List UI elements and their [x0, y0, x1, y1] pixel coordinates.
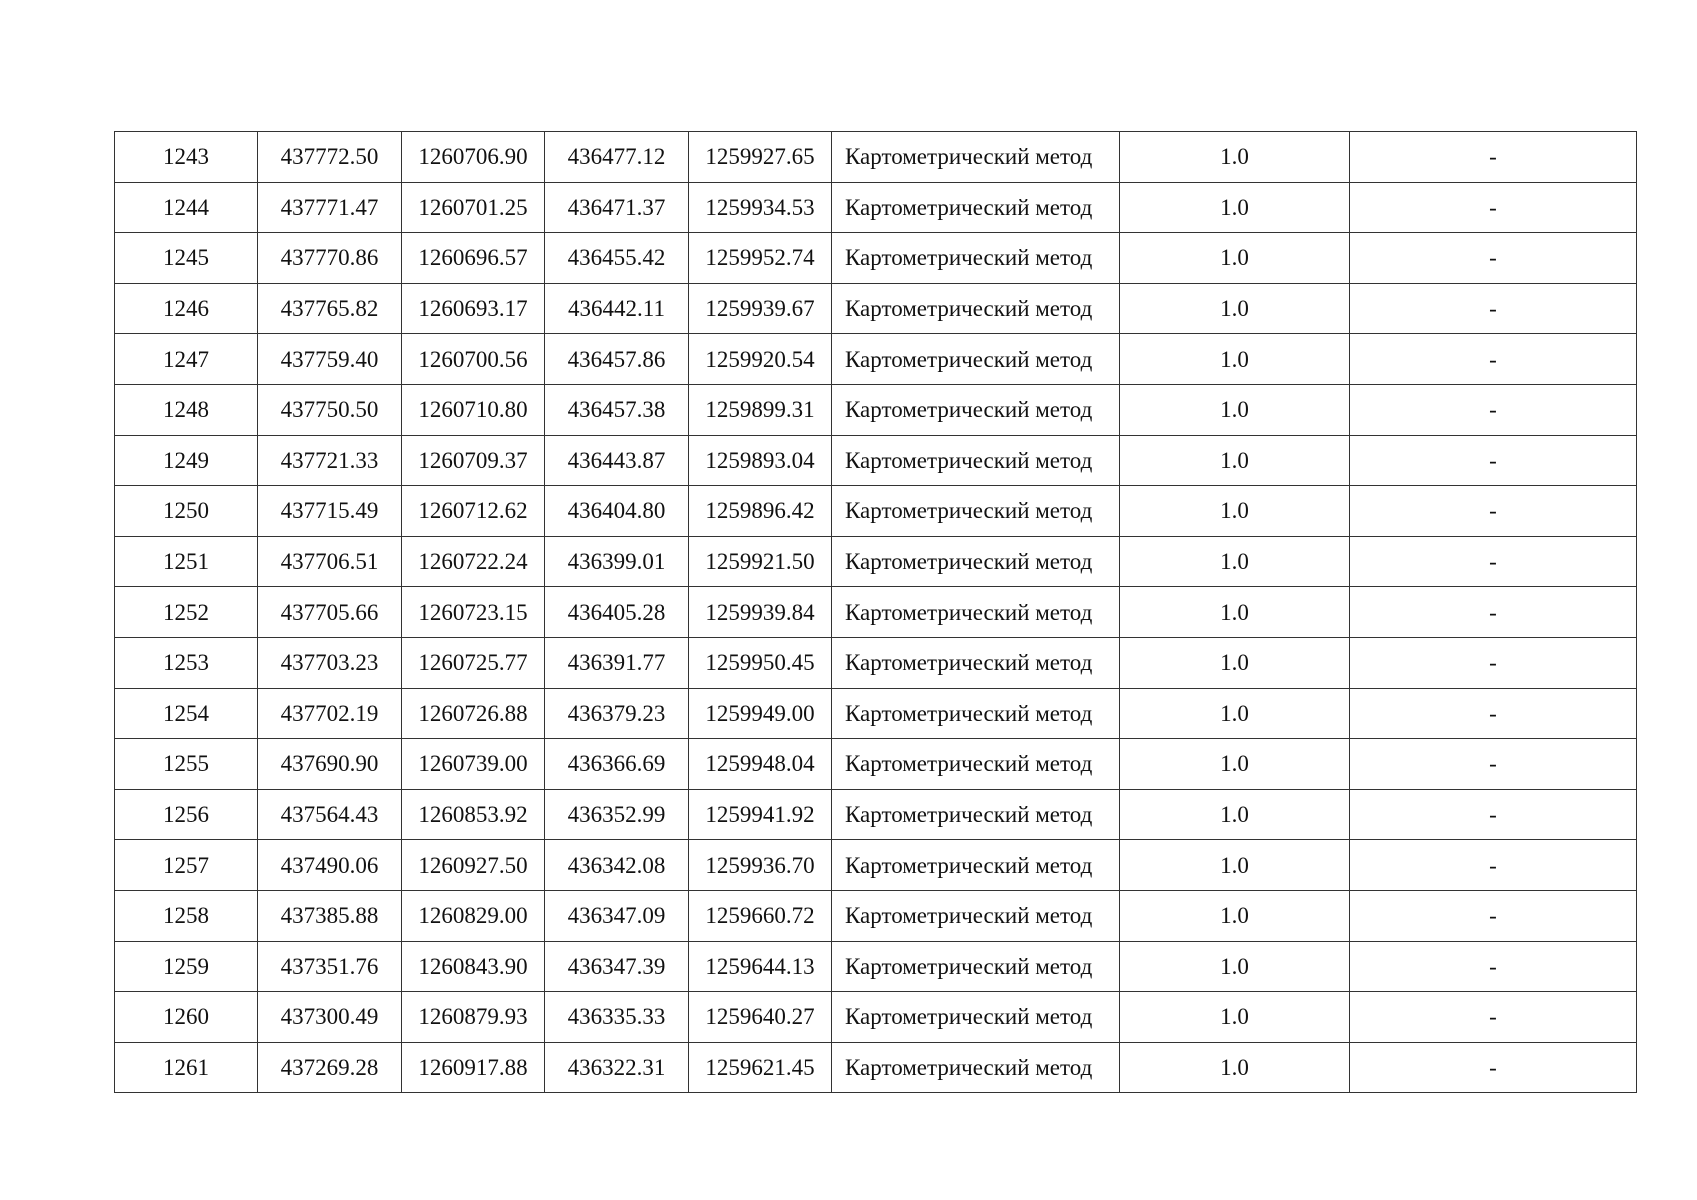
x-coordinate-alt-cell: 436443.87 — [545, 435, 689, 486]
point-number-cell: 1249 — [115, 435, 258, 486]
method-cell: Картометрический метод — [832, 890, 1120, 941]
coordinates-table — [114, 131, 1637, 1093]
point-number-cell: 1248 — [115, 384, 258, 435]
y-coordinate-alt-cell: 1259950.45 — [689, 637, 832, 688]
point-number-cell: 1259 — [115, 941, 258, 992]
y-coordinate-alt-cell: 1259939.67 — [689, 283, 832, 334]
accuracy-cell: 1.0 — [1120, 283, 1350, 334]
accuracy-cell: 1.0 — [1120, 941, 1350, 992]
x-coordinate-alt-cell: 436342.08 — [545, 840, 689, 891]
method-cell: Картометрический метод — [832, 840, 1120, 891]
note-cell: - — [1350, 233, 1637, 284]
note-cell: - — [1350, 637, 1637, 688]
accuracy-cell: 1.0 — [1120, 890, 1350, 941]
x-coordinate-cell: 437690.90 — [258, 739, 402, 790]
table-row — [115, 233, 1637, 284]
x-coordinate-cell: 437385.88 — [258, 890, 402, 941]
note-cell: - — [1350, 435, 1637, 486]
y-coordinate-cell: 1260706.90 — [402, 132, 545, 183]
method-cell: Картометрический метод — [832, 486, 1120, 537]
x-coordinate-alt-cell: 436457.38 — [545, 384, 689, 435]
point-number-cell: 1252 — [115, 587, 258, 638]
x-coordinate-cell: 437770.86 — [258, 233, 402, 284]
note-cell: - — [1350, 536, 1637, 587]
y-coordinate-alt-cell: 1259941.92 — [689, 789, 832, 840]
accuracy-cell: 1.0 — [1120, 536, 1350, 587]
method-cell: Картометрический метод — [832, 941, 1120, 992]
point-number-cell: 1250 — [115, 486, 258, 537]
accuracy-cell: 1.0 — [1120, 233, 1350, 284]
x-coordinate-cell: 437351.76 — [258, 941, 402, 992]
accuracy-cell: 1.0 — [1120, 435, 1350, 486]
table-row — [115, 941, 1637, 992]
x-coordinate-alt-cell: 436379.23 — [545, 688, 689, 739]
table-row — [115, 688, 1637, 739]
x-coordinate-alt-cell: 436347.39 — [545, 941, 689, 992]
table-row — [115, 384, 1637, 435]
x-coordinate-cell: 437564.43 — [258, 789, 402, 840]
x-coordinate-alt-cell: 436399.01 — [545, 536, 689, 587]
note-cell: - — [1350, 992, 1637, 1043]
table-row — [115, 890, 1637, 941]
table-row — [115, 536, 1637, 587]
y-coordinate-cell: 1260709.37 — [402, 435, 545, 486]
y-coordinate-cell: 1260722.24 — [402, 536, 545, 587]
table-row — [115, 739, 1637, 790]
y-coordinate-alt-cell: 1259948.04 — [689, 739, 832, 790]
x-coordinate-alt-cell: 436322.31 — [545, 1042, 689, 1093]
method-cell: Картометрический метод — [832, 536, 1120, 587]
point-number-cell: 1260 — [115, 992, 258, 1043]
y-coordinate-cell: 1260693.17 — [402, 283, 545, 334]
table-row — [115, 182, 1637, 233]
y-coordinate-cell: 1260725.77 — [402, 637, 545, 688]
note-cell: - — [1350, 840, 1637, 891]
note-cell: - — [1350, 283, 1637, 334]
table-row — [115, 1042, 1637, 1093]
method-cell: Картометрический метод — [832, 435, 1120, 486]
point-number-cell: 1256 — [115, 789, 258, 840]
point-number-cell: 1254 — [115, 688, 258, 739]
point-number-cell: 1246 — [115, 283, 258, 334]
accuracy-cell: 1.0 — [1120, 840, 1350, 891]
y-coordinate-alt-cell: 1259949.00 — [689, 688, 832, 739]
y-coordinate-alt-cell: 1259660.72 — [689, 890, 832, 941]
point-number-cell: 1258 — [115, 890, 258, 941]
x-coordinate-cell: 437772.50 — [258, 132, 402, 183]
x-coordinate-alt-cell: 436391.77 — [545, 637, 689, 688]
x-coordinate-cell: 437703.23 — [258, 637, 402, 688]
y-coordinate-cell: 1260843.90 — [402, 941, 545, 992]
y-coordinate-alt-cell: 1259896.42 — [689, 486, 832, 537]
accuracy-cell: 1.0 — [1120, 637, 1350, 688]
x-coordinate-cell: 437721.33 — [258, 435, 402, 486]
y-coordinate-cell: 1260829.00 — [402, 890, 545, 941]
x-coordinate-alt-cell: 436457.86 — [545, 334, 689, 385]
point-number-cell: 1243 — [115, 132, 258, 183]
point-number-cell: 1255 — [115, 739, 258, 790]
x-coordinate-alt-cell: 436477.12 — [545, 132, 689, 183]
x-coordinate-cell: 437490.06 — [258, 840, 402, 891]
y-coordinate-alt-cell: 1259644.13 — [689, 941, 832, 992]
x-coordinate-cell: 437750.50 — [258, 384, 402, 435]
table-row — [115, 435, 1637, 486]
note-cell: - — [1350, 1042, 1637, 1093]
y-coordinate-cell: 1260712.62 — [402, 486, 545, 537]
method-cell: Картометрический метод — [832, 1042, 1120, 1093]
method-cell: Картометрический метод — [832, 384, 1120, 435]
y-coordinate-alt-cell: 1259920.54 — [689, 334, 832, 385]
note-cell: - — [1350, 182, 1637, 233]
method-cell: Картометрический метод — [832, 283, 1120, 334]
accuracy-cell: 1.0 — [1120, 688, 1350, 739]
x-coordinate-alt-cell: 436404.80 — [545, 486, 689, 537]
table-row — [115, 283, 1637, 334]
table-row — [115, 992, 1637, 1043]
note-cell: - — [1350, 334, 1637, 385]
point-number-cell: 1261 — [115, 1042, 258, 1093]
method-cell: Картометрический метод — [832, 739, 1120, 790]
x-coordinate-alt-cell: 436471.37 — [545, 182, 689, 233]
x-coordinate-cell: 437765.82 — [258, 283, 402, 334]
point-number-cell: 1247 — [115, 334, 258, 385]
accuracy-cell: 1.0 — [1120, 486, 1350, 537]
y-coordinate-cell: 1260853.92 — [402, 789, 545, 840]
method-cell: Картометрический метод — [832, 992, 1120, 1043]
note-cell: - — [1350, 486, 1637, 537]
x-coordinate-cell: 437300.49 — [258, 992, 402, 1043]
y-coordinate-alt-cell: 1259621.45 — [689, 1042, 832, 1093]
x-coordinate-alt-cell: 436455.42 — [545, 233, 689, 284]
note-cell: - — [1350, 890, 1637, 941]
note-cell: - — [1350, 384, 1637, 435]
y-coordinate-alt-cell: 1259927.65 — [689, 132, 832, 183]
point-number-cell: 1257 — [115, 840, 258, 891]
y-coordinate-alt-cell: 1259921.50 — [689, 536, 832, 587]
point-number-cell: 1245 — [115, 233, 258, 284]
y-coordinate-cell: 1260739.00 — [402, 739, 545, 790]
x-coordinate-cell: 437706.51 — [258, 536, 402, 587]
method-cell: Картометрический метод — [832, 637, 1120, 688]
note-cell: - — [1350, 789, 1637, 840]
accuracy-cell: 1.0 — [1120, 182, 1350, 233]
y-coordinate-alt-cell: 1259640.27 — [689, 992, 832, 1043]
x-coordinate-cell: 437759.40 — [258, 334, 402, 385]
y-coordinate-cell: 1260700.56 — [402, 334, 545, 385]
note-cell: - — [1350, 132, 1637, 183]
table-row — [115, 587, 1637, 638]
method-cell: Картометрический метод — [832, 132, 1120, 183]
accuracy-cell: 1.0 — [1120, 739, 1350, 790]
note-cell: - — [1350, 739, 1637, 790]
y-coordinate-alt-cell: 1259899.31 — [689, 384, 832, 435]
y-coordinate-cell: 1260723.15 — [402, 587, 545, 638]
y-coordinate-alt-cell: 1259952.74 — [689, 233, 832, 284]
accuracy-cell: 1.0 — [1120, 587, 1350, 638]
table-row — [115, 486, 1637, 537]
table-row — [115, 334, 1637, 385]
x-coordinate-cell: 437771.47 — [258, 182, 402, 233]
method-cell: Картометрический метод — [832, 587, 1120, 638]
y-coordinate-alt-cell: 1259934.53 — [689, 182, 832, 233]
table-body — [115, 132, 1637, 1093]
y-coordinate-cell: 1260701.25 — [402, 182, 545, 233]
y-coordinate-alt-cell: 1259936.70 — [689, 840, 832, 891]
table-row — [115, 637, 1637, 688]
x-coordinate-alt-cell: 436347.09 — [545, 890, 689, 941]
table-row — [115, 789, 1637, 840]
accuracy-cell: 1.0 — [1120, 1042, 1350, 1093]
accuracy-cell: 1.0 — [1120, 384, 1350, 435]
point-number-cell: 1253 — [115, 637, 258, 688]
method-cell: Картометрический метод — [832, 334, 1120, 385]
x-coordinate-cell: 437269.28 — [258, 1042, 402, 1093]
y-coordinate-cell: 1260710.80 — [402, 384, 545, 435]
method-cell: Картометрический метод — [832, 182, 1120, 233]
accuracy-cell: 1.0 — [1120, 789, 1350, 840]
x-coordinate-cell: 437702.19 — [258, 688, 402, 739]
y-coordinate-cell: 1260879.93 — [402, 992, 545, 1043]
x-coordinate-cell: 437715.49 — [258, 486, 402, 537]
accuracy-cell: 1.0 — [1120, 992, 1350, 1043]
method-cell: Картометрический метод — [832, 688, 1120, 739]
y-coordinate-cell: 1260927.50 — [402, 840, 545, 891]
y-coordinate-alt-cell: 1259939.84 — [689, 587, 832, 638]
x-coordinate-alt-cell: 436366.69 — [545, 739, 689, 790]
x-coordinate-alt-cell: 436335.33 — [545, 992, 689, 1043]
x-coordinate-alt-cell: 436405.28 — [545, 587, 689, 638]
table-row — [115, 132, 1637, 183]
point-number-cell: 1251 — [115, 536, 258, 587]
accuracy-cell: 1.0 — [1120, 132, 1350, 183]
point-number-cell: 1244 — [115, 182, 258, 233]
x-coordinate-alt-cell: 436352.99 — [545, 789, 689, 840]
x-coordinate-cell: 437705.66 — [258, 587, 402, 638]
y-coordinate-alt-cell: 1259893.04 — [689, 435, 832, 486]
note-cell: - — [1350, 941, 1637, 992]
y-coordinate-cell: 1260696.57 — [402, 233, 545, 284]
table-row — [115, 840, 1637, 891]
note-cell: - — [1350, 688, 1637, 739]
y-coordinate-cell: 1260917.88 — [402, 1042, 545, 1093]
method-cell: Картометрический метод — [832, 789, 1120, 840]
note-cell: - — [1350, 587, 1637, 638]
accuracy-cell: 1.0 — [1120, 334, 1350, 385]
y-coordinate-cell: 1260726.88 — [402, 688, 545, 739]
method-cell: Картометрический метод — [832, 233, 1120, 284]
x-coordinate-alt-cell: 436442.11 — [545, 283, 689, 334]
